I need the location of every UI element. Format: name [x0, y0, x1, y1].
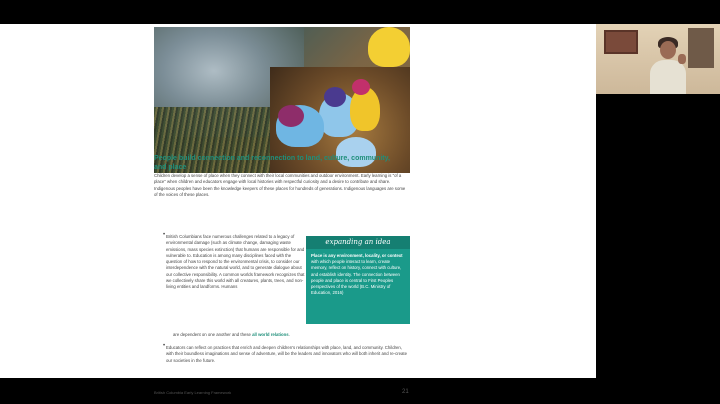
bullet-environment-tail: are dependent on one another and these all world relations.: [173, 332, 290, 337]
page-number: 21: [402, 389, 409, 395]
section-heading: People build connection and reconnection to land, culture, community, and place: [154, 155, 390, 171]
page-footer: British Columbia Early Learning Framework: [154, 390, 232, 395]
children-by-water-photo: [154, 27, 410, 173]
bullet-educators: Educators can reflect on practices that enrich and deepen children's relationships with place, land, and community. Children, with their boundless imaginations and sense of adventure, will be the leaders and innovators who will both inherit and re-create our societies in the future.: [166, 345, 408, 363]
shared-document: [0, 24, 596, 395]
participant-video-tile[interactable]: [596, 24, 720, 94]
callout-body: Place is any environment, locality, or context with which people interact to learn, create memory, reflect on history, connect with culture, and establish identity. The connection between people and place is central to First Peoples perspectives of the world (B.C. Ministry of Education, 2016): [311, 253, 403, 296]
bullet-environment: British Columbians face numerous challenges related to a legacy of environmental damage (such as climate change, damaging waste emissions, mass species extinction) that humans are responsible for and vulnerable to. Education is among many disciplines faced with the question of how to respond to the environmental crisis, to consider our interdependence with the natural world, and to generate dialogue about our collective responsibility. A common worlds framework recognizes that we collectively share this world with all creatures, plants, trees, and non-living entities and landforms. Humans: [166, 234, 305, 290]
callout-title: expanding an idea: [306, 236, 410, 249]
intro-paragraph: Children develop a sense of place when they connect with their local communities and outdoor environment. Early learning is "of a place" when children and educators engage with local histories with respectful curiosity and a desire to contribute and share. Indigenous peoples have been the knowledge keepers of these places for hundreds of generations. Indigenous languages are some of the voices of these places.: [154, 173, 406, 197]
bullet-marker: •: [163, 232, 166, 238]
document-page: [0, 24, 596, 395]
bullet-marker: •: [163, 343, 166, 349]
